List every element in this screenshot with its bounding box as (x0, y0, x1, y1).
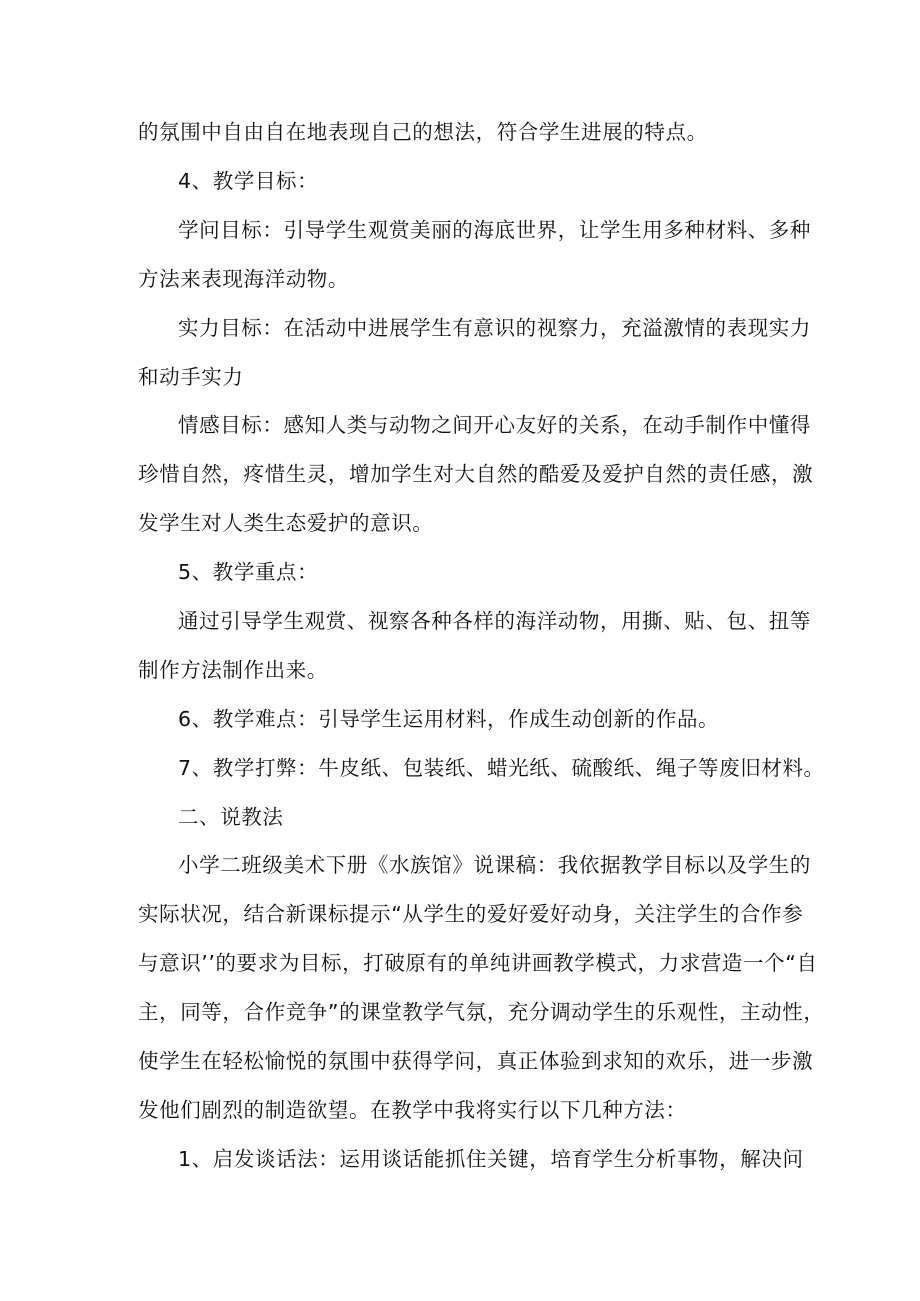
paragraph-line: 小学二班级美术下册《水族馆》说课稿：我依据教学目标以及学生的 (178, 853, 811, 877)
section-heading: 二、说教法 (178, 805, 284, 829)
paragraph-line: 制作方法制作出来。 (138, 658, 328, 682)
paragraph-line: 6、教学难点：引导学生运用材料，作成生动创新的作品。 (178, 707, 720, 731)
paragraph-line: 实际状况，结合新课标提示“从学生的爱好爱好动身，关注学生的合作参 (138, 902, 804, 926)
paragraph-line: 情感目标：感知人类与动物之间开心友好的关系，在动手制作中懂得 (178, 413, 811, 437)
paragraph-line: 和动手实力 (138, 365, 244, 389)
paragraph-line: 学问目标：引导学生观赏美丽的海底世界，让学生用多种材料、多种 (178, 218, 811, 242)
paragraph-line: 主，同等，合作竞争”的课堂教学气氛，充分调动学生的乐观性，主动性， (138, 1000, 825, 1024)
paragraph-line: 发他们剧烈的制造欲望。在教学中我将实行以下几种方法： (138, 1098, 687, 1122)
paragraph-line: 发学生对人类生态爱护的意识。 (138, 511, 434, 535)
paragraph-line: 使学生在轻松愉悦的氛围中获得学问，真正体验到求知的欢乐，进一步激 (138, 1049, 814, 1073)
paragraph-line: 方法来表现海洋动物。 (138, 267, 349, 291)
paragraph-line: 的氛围中自由自在地表现自己的想法，符合学生进展的特点。 (138, 120, 708, 144)
paragraph-line: 实力目标：在活动中进展学生有意识的视察力，充溢激情的表现实力 (178, 316, 811, 340)
section-heading: 5、教学重点： (178, 560, 319, 584)
paragraph-line: 7、教学打弊：牛皮纸、包装纸、蜡光纸、硫酸纸、绳子等废旧材料。 (178, 756, 825, 780)
section-heading: 4、教学目标： (178, 169, 319, 193)
paragraph-line: 珍惜自然，疼惜生灵，增加学生对大自然的酷爱及爱护自然的责任感，激 (138, 462, 814, 486)
paragraph-line: 通过引导学生观赏、视察各种各样的海洋动物，用撕、贴、包、扭等 (178, 609, 811, 633)
paragraph-line: 与意识’’的要求为目标，打破原有的单纯讲画教学模式，力求营造一个“自 (138, 951, 818, 975)
paragraph-line: 1、启发谈话法：运用谈话能抓住关键，培育学生分析事物，解决问 (178, 1147, 804, 1171)
